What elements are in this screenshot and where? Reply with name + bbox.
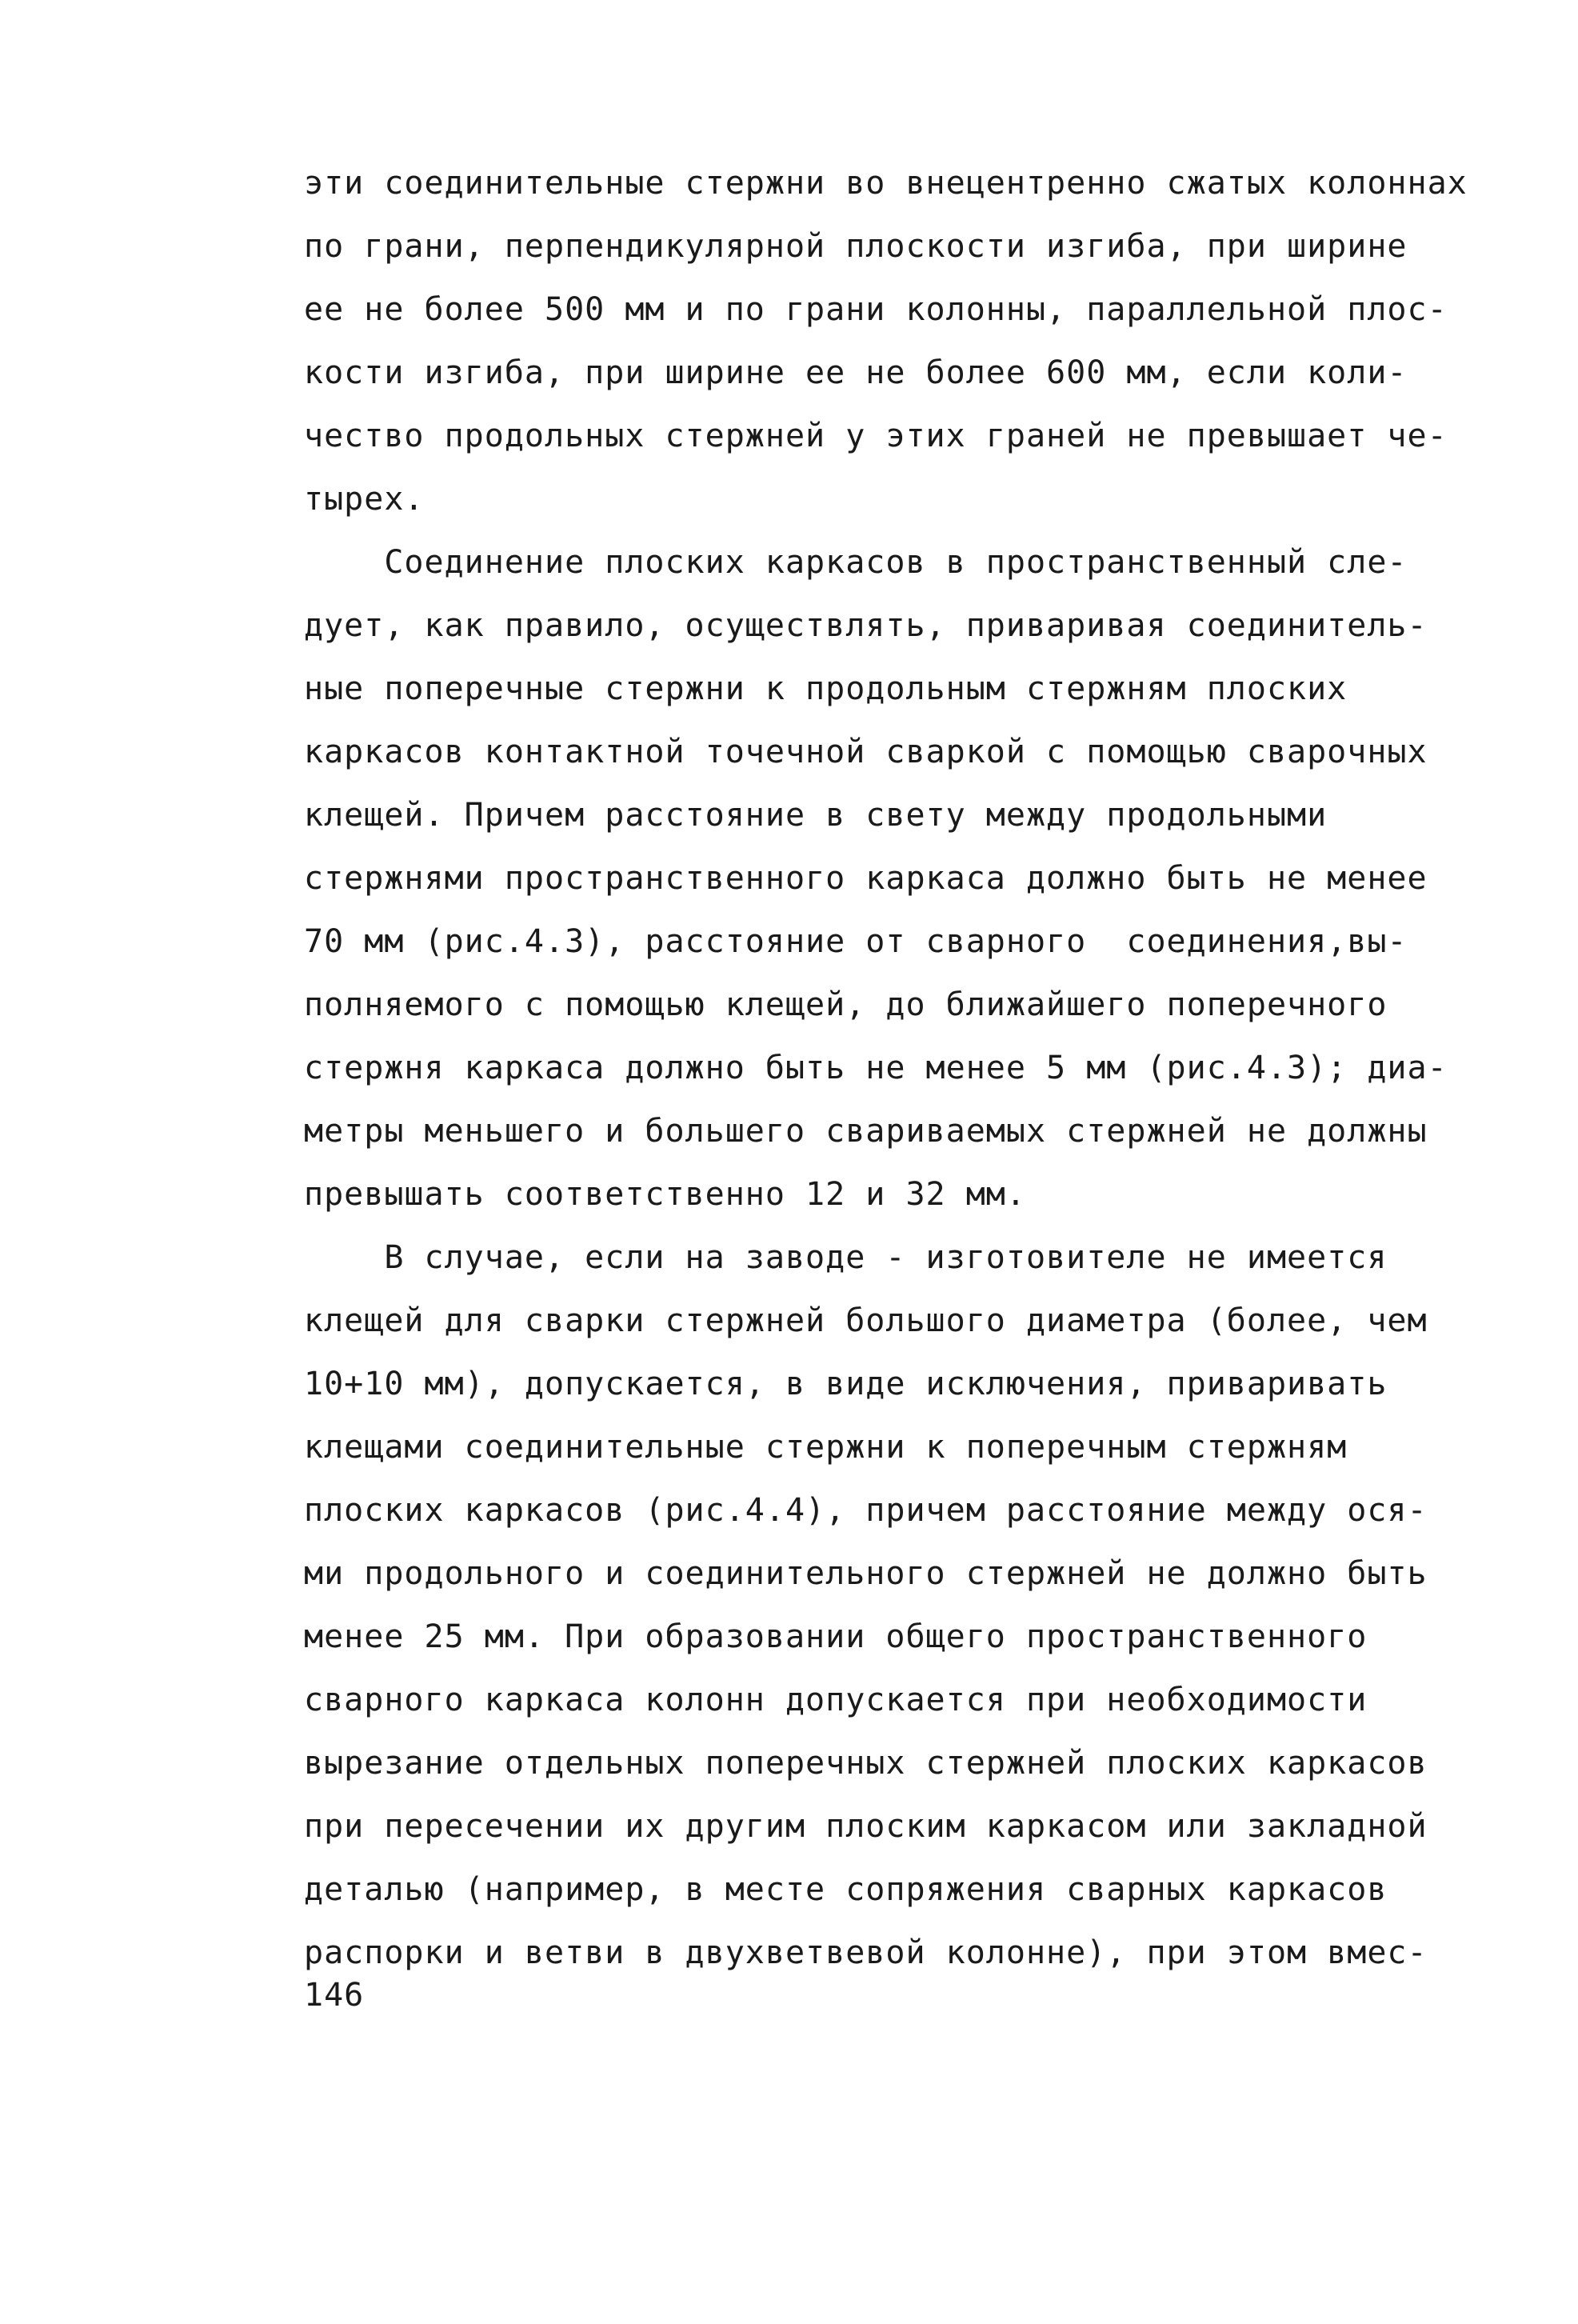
text-line: В случае, если на заводе - изготовителе не имеется <box>304 1239 1388 1276</box>
text-line: 10+10 мм), допускается, в виде исключения, приваривать <box>304 1366 1388 1402</box>
text-line: эти соединительные стержни во внецентренно сжатых колоннах <box>304 165 1468 202</box>
page-number: 146 <box>304 1977 365 2014</box>
text-line: тырех. <box>304 481 425 518</box>
text-line: превышать соответственно 12 и 32 мм. <box>304 1176 1026 1213</box>
text-line: клещей для сварки стержней большого диаметра (более, чем <box>304 1302 1428 1339</box>
text-line: при пересечении их другим плоским каркасом или закладной <box>304 1808 1428 1845</box>
text-line: распорки и ветви в двухветвевой колонне), при этом вмес- <box>304 1934 1428 1971</box>
text-line: каркасов контактной точечной сваркой с помощью сварочных <box>304 734 1428 770</box>
text-line: деталью (например, в месте сопряжения сварных каркасов <box>304 1871 1388 1908</box>
text-line: чество продольных стержней у этих граней не превышает че- <box>304 418 1448 454</box>
text-line: стержнями пространственного каркаса должно быть не менее <box>304 860 1428 897</box>
text-line: клещами соединительные стержни к поперечным стержням <box>304 1429 1348 1466</box>
text-line: вырезание отдельных поперечных стержней плоских каркасов <box>304 1745 1428 1782</box>
text-line: менее 25 мм. При образовании общего пространственного <box>304 1618 1368 1655</box>
text-line: ми продольного и соединительного стержней не должно быть <box>304 1555 1428 1592</box>
text-line: ные поперечные стержни к продольным стержням плоских <box>304 670 1348 707</box>
text-line: стержня каркаса должно быть не менее 5 мм (рис.4.3); диа- <box>304 1050 1448 1086</box>
text-line: кости изгиба, при ширине ее не более 600 мм, если коли- <box>304 354 1408 391</box>
text-line: полняемого с помощью клещей, до ближайшего поперечного <box>304 986 1388 1023</box>
text-line: 70 мм (рис.4.3), расстояние от сварного соединения,вы- <box>304 923 1408 960</box>
text-line: сварного каркаса колонн допускается при необходимости <box>304 1682 1368 1718</box>
text-line: метры меньшего и большего свариваемых стержней не должны <box>304 1113 1428 1150</box>
text-line: по грани, перпендикулярной плоскости изгиба, при ширине <box>304 228 1408 265</box>
text-line: плоских каркасов (рис.4.4), причем расстояние между ося- <box>304 1492 1428 1529</box>
text-line: клещей. Причем расстояние в свету между продольными <box>304 797 1328 834</box>
body-text <box>304 152 1468 1985</box>
text-line: Соединение плоских каркасов в пространственный сле- <box>304 544 1408 581</box>
text-line: дует, как правило, осуществлять, приваривая соединитель- <box>304 607 1428 644</box>
text-line: ее не более 500 мм и по грани колонны, параллельной плос- <box>304 291 1448 328</box>
